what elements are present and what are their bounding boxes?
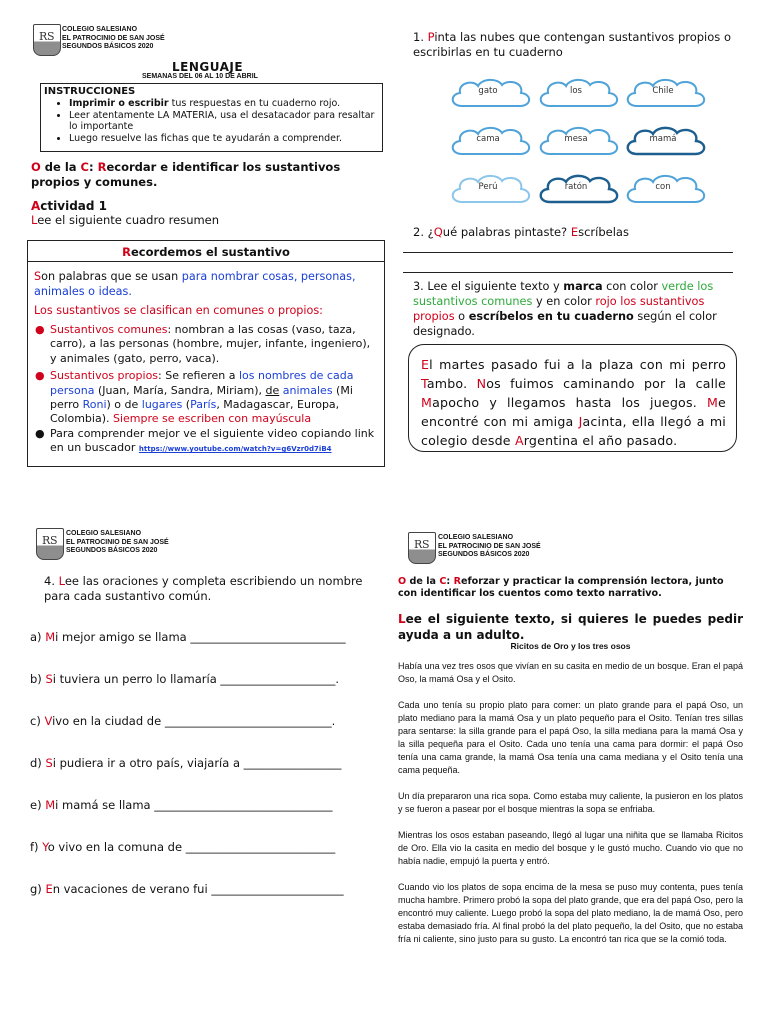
school-name: COLEGIO SALESIANO [62,26,138,33]
cloud-word[interactable]: cama [448,124,528,158]
sentence-text: n vacaciones de verano fui [52,882,212,896]
story-box [408,344,737,452]
proper-noun-initial: A [514,433,524,448]
school-header [66,530,169,556]
proper-noun-initial: M [421,395,433,410]
summary-definition: Son palabras que se usan para nombrar cosas, personas, animales o ideas. [34,270,356,298]
school-logo-icon [36,528,64,560]
q4-instruction: 4. Lee las oraciones y completa escribiendo un nombre para cada sustantivo común. [44,574,363,603]
sentence-pre: b) [30,672,46,686]
school-subtitle: EL PATROCINIO DE SAN JOSÉ [438,542,541,550]
instructions-title: INSTRUCCIONES [44,86,136,97]
page-title: LENGUAJE [172,60,244,74]
svg-text:S: S [47,30,55,43]
sentence-item[interactable] [30,756,380,798]
sentence-blank: _______________________________ [154,798,333,812]
proper-noun-initial: E [421,357,430,372]
common-noun-item: ● Sustantivos comunes: nombran a las cosas (vaso, taza, carro), a las personas (hombre, mujer, infante, ingeniero), y animales (gato, perro, vaca). [35,323,371,365]
story-paragraph: Un día prepararon una rica sopa. Como estaba muy caliente, la pusieron en los platos y se fueron a pasear por el bosque mientras la sopa se enfriaba. [398,791,743,814]
sentence-item[interactable] [30,840,380,882]
sentence-cap: E [45,882,53,896]
story-segment: l martes pasado fui a la plaza con mi perro [429,357,726,372]
sentence-item[interactable] [30,672,380,714]
sentence-cap: M [45,798,56,812]
sentence-text: i tuviera un perro lo llamaría [52,672,221,686]
activity-title: Actividad 1 [31,199,107,213]
sentence-pre: f) [30,840,43,854]
story-segment: os fuimos caminando por la calle [486,376,726,391]
sentence-text: i pudiera ir a otro país, viajaría a [52,756,244,770]
sentence-item[interactable] [30,714,380,756]
sentence-text: i mejor amigo se llama [55,630,191,644]
svg-text:S: S [422,538,430,551]
cloud-word[interactable]: con [623,172,703,206]
cloud-word[interactable]: los [536,76,616,110]
school-name: COLEGIO SALESIANO [438,534,514,541]
instruction-item: • Luego resuelve las fichas que te ayudarán a comprender. [69,133,382,145]
story-paragraph: Cada uno tenía su propio plato para comer: un plato grande para el papá Oso, un plato mediano para la mamá Osa y un plato pequeño para el Osito. Tenían tres sillas para sentarse: la silla grande para el papá Oso, la silla mediana para la mamá Osa y la silla pequeña para el Osito. Cada uno tenía una cama para dormir: el papá Oso tenía una cama grande, la mamá Osa tenía una cama mediana y el Osito tenía una cama pequeña. [398,700,743,775]
video-item: ● Para comprender mejor ve el siguiente video copiando link en un buscador https://www.youtube.com/watch?v=g6Vzr0d7iB4 [35,426,375,455]
story-segment: apocho y llegamos hasta los juegos. [432,395,707,410]
school-subtitle: EL PATROCINIO DE SAN JOSÉ [62,34,165,42]
sentence-text: o vivo en la comuna de [47,840,186,854]
sentence-pre: d) [30,756,46,770]
cloud-word[interactable]: gato [448,76,528,110]
sentence-pre: a) [30,630,46,644]
school-header [438,534,541,560]
reading-objective: O de la C: Reforzar y practicar la comprensión lectora, junto con identificar los cuentos como texto narrativo. [398,576,724,599]
instruction-item: • Imprimir o escribir tus respuestas en tu cuaderno rojo. [69,98,382,110]
sentence-item[interactable] [30,630,380,672]
school-grade: SEGUNDOS BÁSICOS 2020 [62,43,154,50]
activity-instruction: Lee el siguiente cuadro resumen [31,213,220,227]
school-subtitle: EL PATROCINIO DE SAN JOSÉ [66,538,169,546]
sentence-text: i mamá se llama [55,798,155,812]
cloud-word[interactable]: ratón [536,172,616,206]
story-segment: acinta, ella llegó a mi colegio desde [421,414,726,448]
instruction-item: • Leer atentamente LA MATERIA, usa el desatacador para resaltar lo importante [69,110,382,133]
cloud-word[interactable]: Chile [623,76,703,110]
school-header [62,26,165,52]
sentence-item[interactable] [30,882,380,924]
proper-noun-initial: M [706,395,719,410]
school-logo-icon [408,532,436,564]
sentence-cap: V [44,714,53,728]
story-paragraphs [398,660,743,959]
sentence-cap: Y [42,840,48,854]
story-paragraph: Cuando vio los platos de sopa encima de la mesa se puso muy contenta, pues tenía mucha hambre. Primero probó la sopa del plato grande, que era del papá Oso, pero la encontró muy caliente. Luego probó la sopa del plato mediano, la de mamá Oso, pero estaba demasiado fría. Al final probó la del plato pequeño, la del Osito, que no estaba fría ni caliente, sino justo para su gusto. La encontró tan rica que se la comió toda. [398,882,743,944]
proper-noun-initial: J [578,414,583,429]
story-title: Ricitos de Oro y los tres osos [510,641,631,651]
sentence-blank: _________________ [243,756,342,770]
cloud-word[interactable]: mesa [536,124,616,158]
proper-noun-initial: N [476,376,487,391]
sentence-blank: _______________________ [211,882,344,896]
sentence-pre: e) [30,798,46,812]
cloud-word[interactable]: Perú [448,172,528,206]
q4-sentences [30,630,380,924]
instructions-box [40,83,383,152]
video-link[interactable]: https://www.youtube.com/watch?v=g6Vzr0d7iB4 [138,445,332,454]
q3-instruction: 3. Lee el siguiente texto y marca con color verde los sustantivos comunes y en color rojo los sustantivos propios o escríbelos en tu cuaderno según el color designado. [413,280,717,338]
summary-classification: Los sustantivos se clasifican en comunes o propios: [34,304,323,317]
sentence-text: ivo en la ciudad de [52,714,165,728]
proper-noun-item: ● Sustantivos propios: Se refieren a los nombres de cada persona (Juan, María, Sandra, Miriam), de animales (Mi perro Roni) o de lugares (París, Madagascar, Europa, Colombia). Siempre se escriben con mayúscula [35,369,354,426]
sentence-blank: ___________________________ [190,630,346,644]
q1-instruction: 1. Pinta las nubes que contengan sustantivos propios o escribirlas en tu cuaderno [413,30,731,59]
story-segment: e encontré con mi amiga [421,395,726,429]
objective-text: O de la C: Recordar e identificar los sustantivos propios y comunes. [31,160,341,189]
svg-text:S: S [50,534,58,547]
sentence-cap: S [45,672,53,686]
sentence-item[interactable] [30,798,380,840]
weeks-label: SEMANAS DEL 06 AL 10 DE ABRIL [142,73,258,80]
svg-text:R: R [414,538,423,551]
school-grade: SEGUNDOS BÁSICOS 2020 [438,551,530,558]
school-logo-icon [33,24,61,56]
cloud-word[interactable]: mamá [623,124,703,158]
answer-line[interactable] [403,252,733,253]
story-paragraph: Había una vez tres osos que vivían en su casita en medio de un bosque. Eran el papá Oso, la mamá Osa y el Osito. [398,661,743,684]
sentence-cap: M [45,630,56,644]
q2-instruction: 2. ¿Qué palabras pintaste? Escríbelas [413,225,629,239]
svg-text:R: R [42,534,51,547]
proper-noun-initial: T [421,376,427,391]
story-segment: ambo. [426,376,477,391]
school-name: COLEGIO SALESIANO [66,530,142,537]
school-grade: SEGUNDOS BÁSICOS 2020 [66,547,158,554]
story-paragraph: Mientras los osos estaban paseando, llegó al lugar una niñita que se llamaba Ricitos de Oro. Ella vio la casita en medio del bosque y le gustó mucho. Cuando vio que no había nadie, empujó la puerta y entró. [398,830,743,866]
sentence-pre: g) [30,882,46,896]
sentence-blank: __________________________ [185,840,336,854]
sentence-blank: ____________________. [220,672,340,686]
story-text [409,345,736,450]
sentence-blank: _____________________________. [164,714,336,728]
summary-title: Recordemos el sustantivo [122,245,290,259]
svg-text:R: R [39,30,48,43]
story-segment: rgentina el año pasado. [523,433,678,448]
sentence-pre: c) [30,714,45,728]
reading-instruction: Lee el siguiente texto, si quieres le puedes pedir ayuda a un adulto. [398,612,743,642]
sentence-cap: S [45,756,53,770]
cloud-grid [448,76,708,214]
summary-box [27,240,385,467]
answer-line[interactable] [403,272,733,273]
